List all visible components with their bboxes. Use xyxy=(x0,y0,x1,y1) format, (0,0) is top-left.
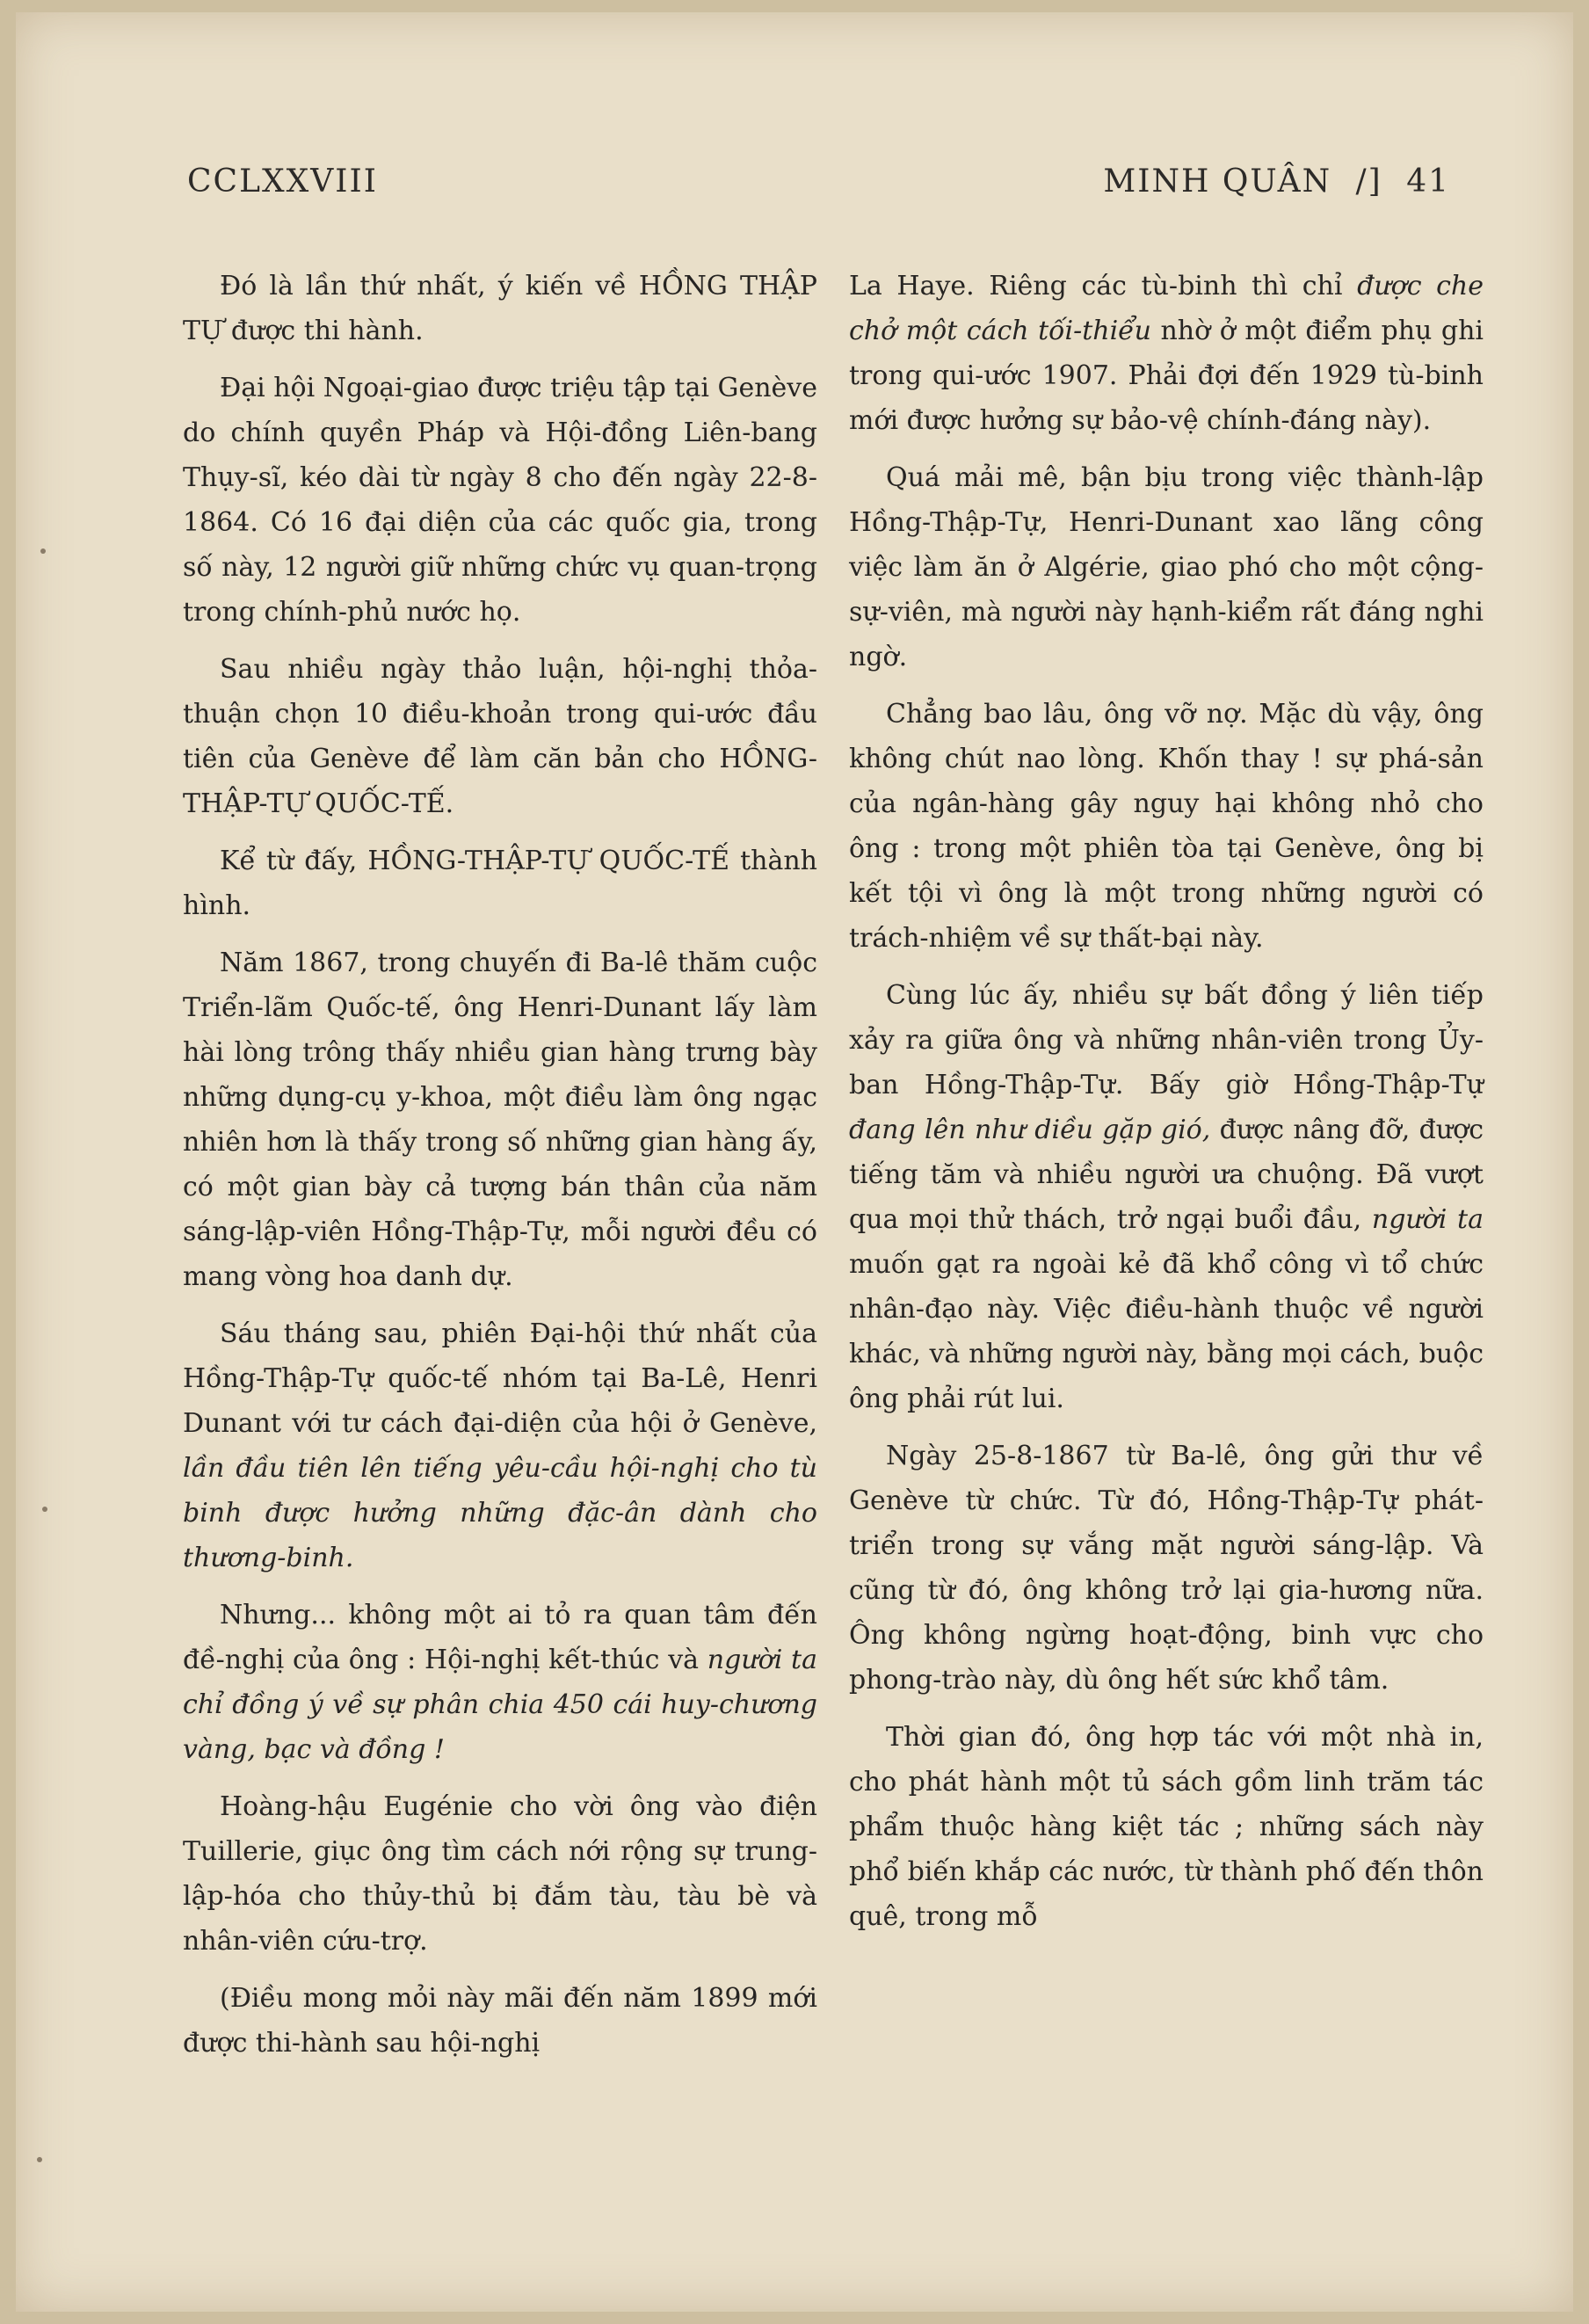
text-run: nhờ ở một điểm phụ ghi trong qui-ước 1907. Phải đợi đến 1929 tù-binh mới được hưởng sự bảo-vệ chính-đáng này). xyxy=(849,316,1484,436)
paragraph: Năm 1867, trong chuyến đi Ba-lê thăm cuộc Triển-lãm Quốc-tế, ông Henri-Dunant lấy làm hài lòng trông thấy nhiều gian hàng trưng bày những dụng-cụ y-khoa, một điều làm ông ngạc nhiên hơn là thấy trong số những gian hàng ấy, có một gian bày cả tượng bán thân của năm sáng-lập-viên Hồng-Thập-Tự, mỗi người đều có mang vòng hoa danh dự. xyxy=(183,948,817,1292)
header-mark: /] xyxy=(1355,163,1382,200)
text-run: La Haye. Riêng các tù-binh thì chỉ xyxy=(849,271,1343,301)
header-right xyxy=(1091,163,1450,200)
paragraph: Hoàng-hậu Eugénie cho vời ông vào điện Tuillerie, giục ông tìm cách nới rộng sự trung-lập-hóa cho thủy-thủ bị đắm tàu, tàu bè và nhân-viên cứu-trợ. xyxy=(183,1791,817,1957)
paragraph: Ngày 25-8-1867 từ Ba-lê, ông gửi thư về Genève từ chức. Từ đó, Hồng-Thập-Tự phát-triển trong sự vắng mặt người sáng-lập. Và cũng từ đó, ông không trở lại gia-hương nữa. Ông không ngừng hoạt-động, binh vực cho phong-trào này, dù ông hết sức khổ tâm. xyxy=(849,1441,1484,1696)
paragraph xyxy=(849,264,1484,443)
text-run: Nhưng... không một ai tỏ ra quan tâm đến đề-nghị của ông : Hội-nghị kết-thúc và xyxy=(183,1600,817,1675)
text-run: được nâng đỡ, được tiếng tăm và nhiều người ưa chuộng. Đã vượt qua mọi thử thách, trở ngại buổi đầu, xyxy=(849,1115,1484,1235)
paper-speck xyxy=(37,2157,42,2162)
right-column xyxy=(849,264,1484,1951)
paragraph xyxy=(183,1593,817,1772)
paper-speck xyxy=(40,548,46,554)
header-title: MINH QUÂN xyxy=(1103,163,1332,200)
paragraph xyxy=(849,973,1484,1421)
italic-run: người ta xyxy=(1371,1204,1484,1235)
text-run: Cùng lúc ấy, nhiều sự bất đồng ý liên tiếp xảy ra giữa ông và những nhân-viên trong Ủy-ban Hồng-Thập-Tự. Bấy giờ Hồng-Thập-Tự xyxy=(849,980,1484,1100)
paragraph: Quá mải mê, bận bịu trong việc thành-lập Hồng-Thập-Tự, Henri-Dunant xao lãng công việc làm ăn ở Algérie, giao phó cho một cộng-sự-viên, mà người này hạnh-kiểm rất đáng nghi ngờ. xyxy=(849,462,1484,672)
text-run: Sáu tháng sau, phiên Đại-hội thứ nhất của Hồng-Thập-Tự quốc-tế nhóm tại Ba-Lê, Henri Dunant với tư cách đại-diện của hội ở Genève, xyxy=(183,1318,817,1439)
paragraph: Đại hội Ngoại-giao được triệu tập tại Genève do chính quyền Pháp và Hội-đồng Liên-bang Thụy-sĩ, kéo dài từ ngày 8 cho đến ngày 22-8-1864. Có 16 đại diện của các quốc gia, trong số này, 12 người giữ những chức vụ quan-trọng trong chính-phủ nước họ. xyxy=(183,373,817,628)
left-column xyxy=(183,264,817,2078)
italic-run: lần đầu tiên lên tiếng yêu-cầu hội-nghị cho tù binh được hưởng những đặc-ân dành cho thương-binh. xyxy=(183,1453,817,1573)
italic-run: đang lên như diều gặp gió, xyxy=(849,1115,1211,1145)
paragraph: Chẳng bao lâu, ông vỡ nợ. Mặc dù vậy, ông không chút nao lòng. Khốn thay ! sự phá-sản của ngân-hàng gây nguy hại không nhỏ cho ông : trong một phiên tòa tại Genève, ông bị kết tội vì ông là một trong những người có trách-nhiệm về sự thất-bại này. xyxy=(849,699,1484,954)
paper-speck xyxy=(42,1507,47,1512)
paragraph: Đó là lần thứ nhất, ý kiến về HỒNG THẬP TỰ được thi hành. xyxy=(183,271,817,346)
header-left: CCLXXVIII xyxy=(187,163,378,200)
paragraph: Sau nhiều ngày thảo luận, hội-nghị thỏa-thuận chọn 10 điều-khoản trong qui-ước đầu tiên của Genève để làm căn bản cho HỒNG-THẬP-TỰ QUỐC-TẾ. xyxy=(183,654,817,819)
italic-run: người ta chỉ đồng ý về sự phân chia 450 cái huy-chương vàng, bạc và đồng ! xyxy=(183,1645,817,1765)
paragraph: (Điều mong mỏi này mãi đến năm 1899 mới được thi-hành sau hội-nghị xyxy=(183,1983,817,2059)
text-run: muốn gạt ra ngoài kẻ đã khổ công vì tổ chức nhân-đạo này. Việc điều-hành thuộc về người khác, và những người này, bằng mọi cách, buộc ông phải rút lui. xyxy=(849,1249,1484,1414)
running-header xyxy=(187,163,1450,216)
paragraph: Thời gian đó, ông hợp tác với một nhà in, cho phát hành một tủ sách gồm linh trăm tác phẩm thuộc hàng kiệt tác ; những sách này phổ biến khắp các nước, từ thành phố đến thôn quê, trong mỗ xyxy=(849,1722,1484,1932)
paragraph: Kể từ đấy, HỒNG-THẬP-TỰ QUỐC-TẾ thành hình. xyxy=(183,846,817,921)
page-number: 41 xyxy=(1406,163,1450,200)
paragraph xyxy=(183,1311,817,1580)
book-page xyxy=(16,12,1573,2312)
italic-run: được che chở một cách tối-thiểu xyxy=(849,271,1484,346)
